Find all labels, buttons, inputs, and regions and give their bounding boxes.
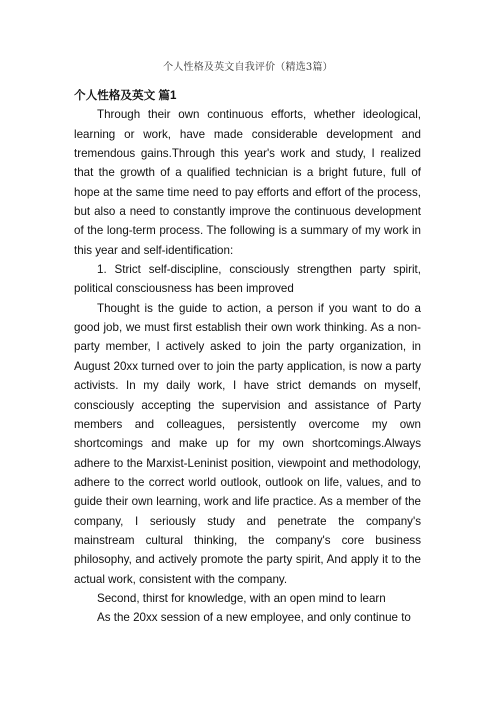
paragraph-point-2: Second, thirst for knowledge, with an open mind to learn: [97, 591, 386, 605]
document-header: 个人性格及英文自我评价（精选3篇）: [163, 62, 333, 73]
paragraph-thought: Thought is the guide to action, a person if you want to do a good job, we must first establish their own work thinking. As a non-party member, I actively asked to join the party organization, in August 20xx turned over to join the party application, is now a party activists. In my daily work, I have strict demands on myself, consciously accepting the supervision and assistance of Party members and colleagues, persistently overcome my own shortcomings and make up for my own shortcomings.Always adhere to the Marxist-Leninist position, viewpoint and methodology, adhere to the correct world outlook, outlook on life, values, and to guide their own learning, work and life practice. As a member of the company, I seriously study and penetrate the company's mainstream cultural thinking, the company's core business philosophy, and actively promote the party spirit, And apply it to the actual work, consistent with the company.: [74, 301, 421, 586]
paragraph-new-employee: As the 20xx session of a new employee, and only continue to: [97, 611, 411, 625]
section-title: 个人性格及英文 篇1: [74, 89, 177, 102]
paragraph-point-1: 1. Strict self-discipline, consciously strengthen party spirit, political consciousness has been improved: [74, 263, 421, 296]
document-body: [74, 86, 421, 628]
paragraph-intro: Through their own continuous efforts, whether ideological, learning or work, have made considerable development and tremendous gains.Through this year's work and study, I realized that the growth of a qualified technician is a bright future, full of hope at the same time need to pay efforts and effort of the process, but also a need to constantly improve the continuous development of the long-term process. The following is a summary of my work in this year and self-identification:: [74, 108, 421, 257]
